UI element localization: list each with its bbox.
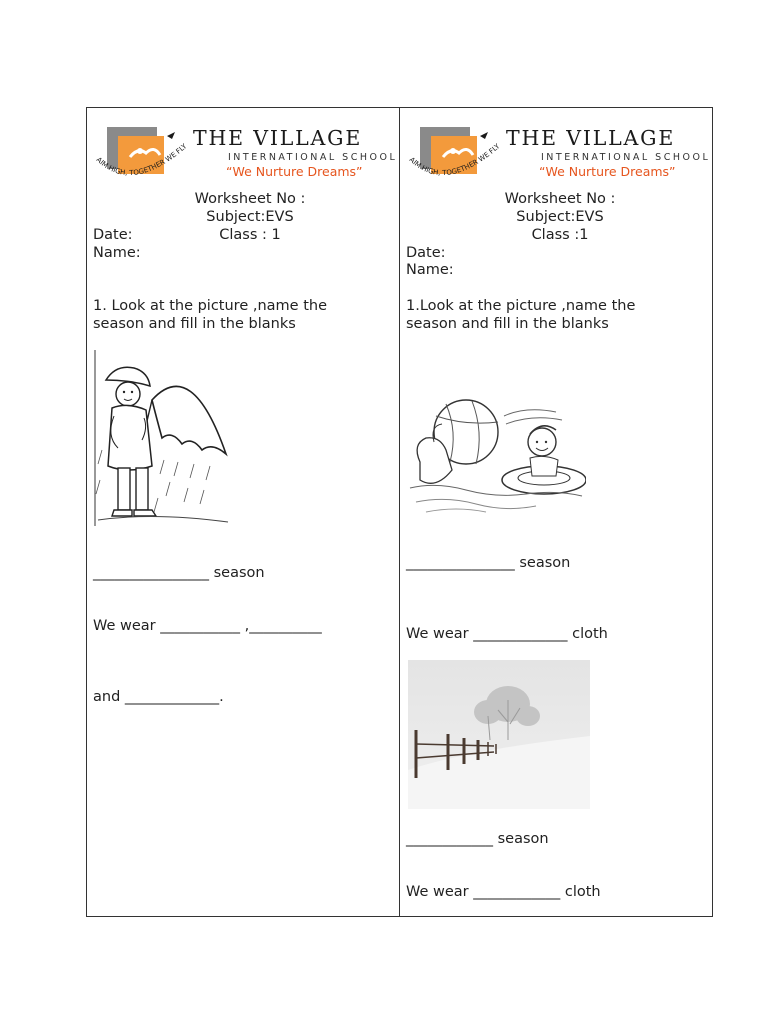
worksheet-number: Worksheet No : [504, 191, 616, 207]
school-subtitle: INTERNATIONAL SCHOOL [228, 152, 398, 163]
season-blank: ________________ season [93, 565, 265, 581]
logo-emblem-icon [92, 124, 192, 188]
we-wear-blank: We wear ____________ cloth [406, 884, 601, 900]
season-blank: ____________ season [406, 831, 549, 847]
question-text: season and fill in the blanks [406, 316, 609, 332]
logo-emblem-icon [405, 124, 505, 188]
date-label: Date: [406, 245, 446, 261]
question-text: season and fill in the blanks [93, 316, 296, 332]
date-label: Date: [93, 227, 133, 243]
svg-text:AIM HIGH, TOGETHER WE FLY: AIM HIGH, TOGETHER WE FLY [94, 142, 189, 178]
class-label: Class : 1 [219, 227, 281, 243]
summer-beach-ball-picture [406, 398, 586, 516]
subject: Subject:EVS [206, 209, 294, 225]
question-text: 1.Look at the picture ,name the [406, 298, 636, 314]
name-label: Name: [93, 245, 141, 261]
school-tagline: “We Nurture Dreams” [539, 164, 676, 179]
school-logo-left [92, 124, 398, 188]
svg-text:AIM HIGH, TOGETHER WE FLY: AIM HIGH, TOGETHER WE FLY [407, 142, 502, 178]
school-tagline: “We Nurture Dreams” [226, 164, 363, 179]
rainy-boy-umbrella-picture [94, 350, 230, 528]
we-wear-blank: We wear _____________ cloth [406, 626, 608, 642]
class-label: Class :1 [531, 227, 589, 243]
school-subtitle: INTERNATIONAL SCHOOL [541, 152, 711, 163]
and-blank: and _____________. [93, 689, 224, 705]
subject: Subject:EVS [516, 209, 604, 225]
name-label: Name: [406, 262, 454, 278]
school-logo-right [405, 124, 711, 188]
we-wear-blank: We wear ___________ ,__________ [93, 618, 322, 634]
winter-snow-picture [408, 660, 590, 809]
season-blank: _______________ season [406, 555, 571, 571]
question-text: 1. Look at the picture ,name the [93, 298, 327, 314]
school-name: THE VILLAGE [506, 126, 676, 150]
worksheet-number: Worksheet No : [194, 191, 306, 207]
column-divider [399, 107, 400, 917]
school-name: THE VILLAGE [193, 126, 363, 150]
